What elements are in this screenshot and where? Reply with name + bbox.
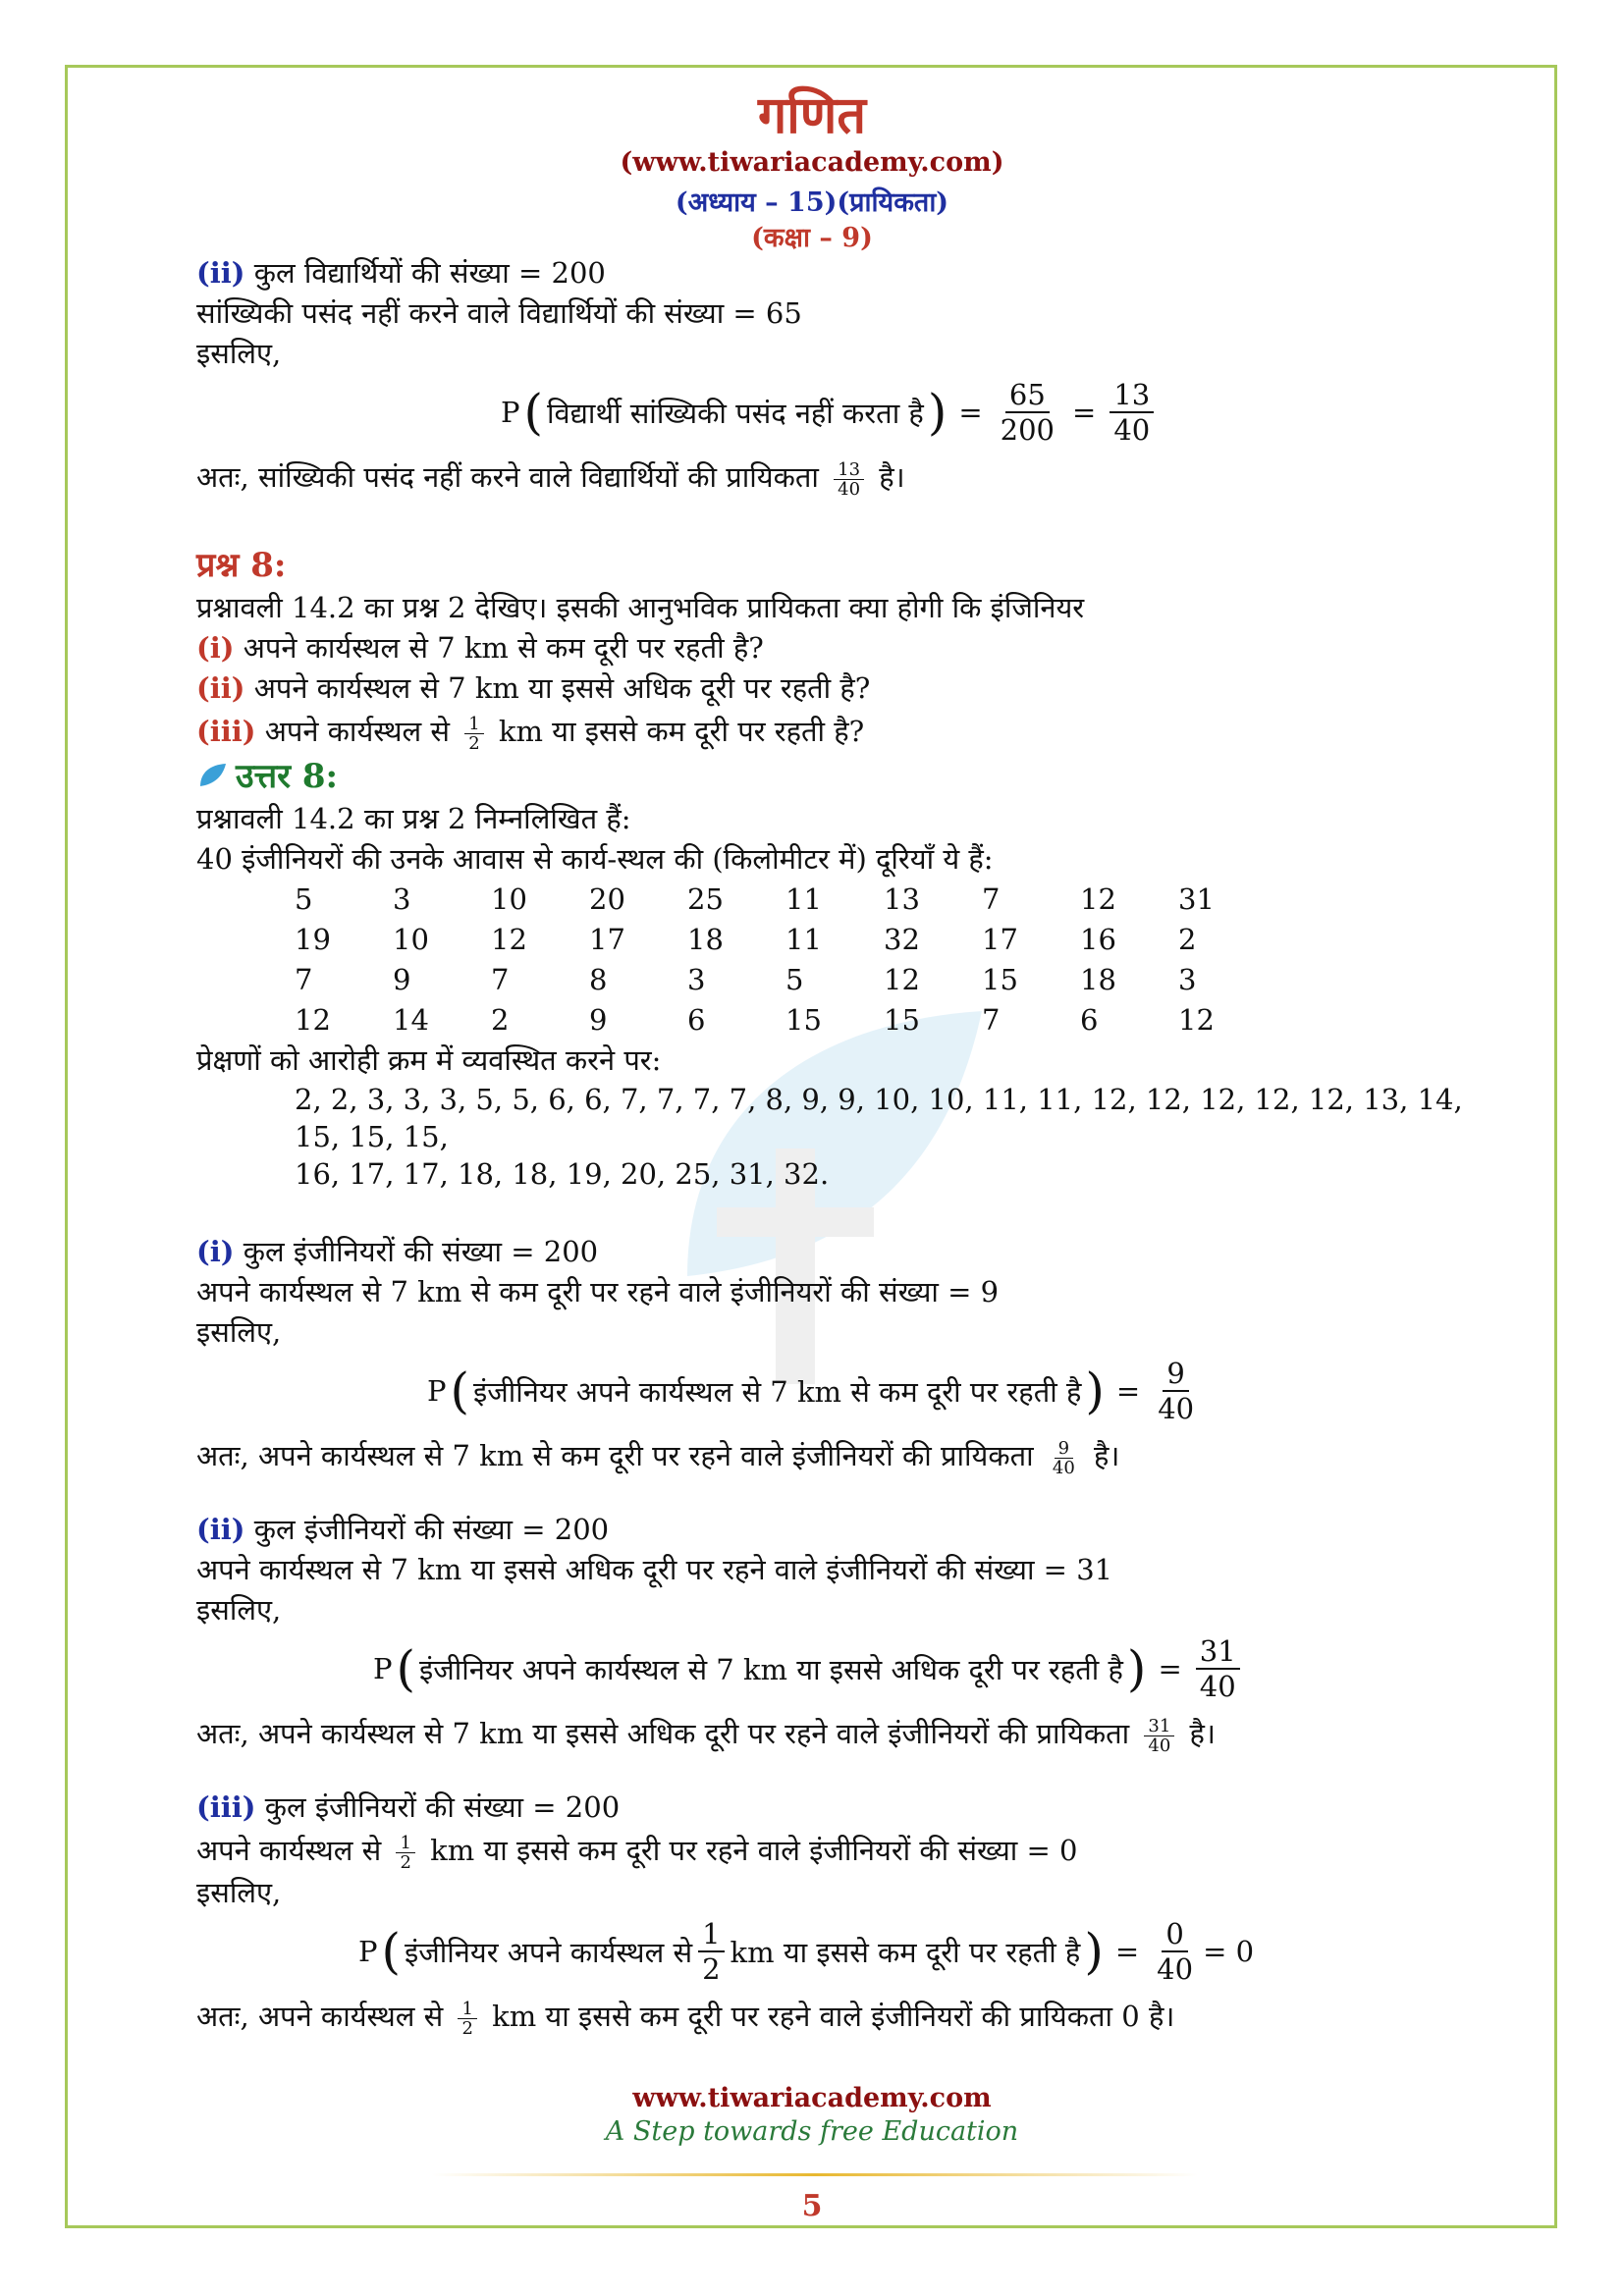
table-cell: 2 <box>1178 923 1197 956</box>
answer-intro1: प्रश्नावली 14.2 का प्रश्न 2 निम्नलिखित हैं: <box>196 802 631 835</box>
question-part-i: (i) अपने कार्यस्थल से 7 km से कम दूरी पर रहती है? <box>196 631 764 665</box>
table-cell: 14 <box>393 1003 429 1037</box>
fraction: $\frac{13}{40}$ <box>834 460 864 499</box>
fraction: $\frac{9}{40}$ <box>1158 1357 1195 1425</box>
part-ii-conclusion: अतः, अपने कार्यस्थल से 7 km या इससे अधिक दूरी पर रहने वाले इंजीनियरों की प्रायिकता $\frac{31}{40}$ है। <box>196 1715 1216 1756</box>
table-cell: 6 <box>687 1003 706 1037</box>
table-cell: 25 <box>687 882 724 916</box>
part-ii-line1: (ii) कुल इंजीनियरों की संख्या = 200 <box>196 1513 610 1546</box>
table-cell: 15 <box>982 963 1018 996</box>
table-cell: 31 <box>1178 882 1215 916</box>
answer-intro2: 40 इंजीनियरों की उनके आवास से कार्य-स्थल की (किलोमीटर में) दूरियाँ ये हैं: <box>196 842 994 876</box>
table-cell: 17 <box>589 923 625 956</box>
header-class: (कक्षा – 9) <box>751 223 873 253</box>
table-cell: 20 <box>589 882 625 916</box>
sorted-line1: 2, 2, 3, 3, 3, 5, 5, 6, 6, 7, 7, 7, 7, 8, 9, 9, 10, 10, 11, 11, 12, 12, 12, 12, 12, 13, 14, 15, 15, 15, <box>295 1083 1463 1153</box>
table-cell: 11 <box>785 882 822 916</box>
part-iii-equation: P ( इंजीनियर अपने कार्यस्थल से $\frac{1}{2}$ km या इससे कम दूरी पर रहती है ) = $\frac{0}{40}$ = 0 <box>358 1917 1255 1986</box>
part-iii-conclusion: अतः, अपने कार्यस्थल से $\frac{1}{2}$ km या इससे कम दूरी पर रहने वाले इंजीनियरों की प्रायिकता 0 है। <box>196 1998 1175 2039</box>
part-iii-line1: (iii) कुल इंजीनियरों की संख्या = 200 <box>196 1790 621 1824</box>
part-ii-equation: P ( इंजीनियर अपने कार्यस्थल से 7 km या इससे अधिक दूरी पर रहती है ) = $\frac{31}{40}$ <box>196 1630 1473 1707</box>
table-row <box>295 920 1276 960</box>
fraction: $\frac{1}{2}$ <box>458 2000 476 2038</box>
prev-ii-line1: (ii) कुल विद्यार्थियों की संख्या = 200 <box>196 256 606 290</box>
part-i-line2: अपने कार्यस्थल से 7 km से कम दूरी पर रहने वाले इंजीनियरों की संख्या = 9 <box>196 1275 1000 1308</box>
fraction: $\frac{65}{200}$ <box>1000 378 1056 447</box>
table-cell: 32 <box>884 923 920 956</box>
part-i-line1: (i) कुल इंजीनियरों की संख्या = 200 <box>196 1235 599 1268</box>
table-cell: 12 <box>491 923 527 956</box>
fraction: $\frac{0}{40}$ <box>1157 1917 1194 1986</box>
table-cell: 9 <box>589 1003 608 1037</box>
table-cell: 17 <box>982 923 1018 956</box>
page-title: गणित <box>758 85 866 145</box>
table-cell: 10 <box>393 923 429 956</box>
footer-tagline: A Step towards free Education <box>605 2116 1019 2147</box>
footer-divider <box>432 2173 1198 2176</box>
fraction: $\frac{1}{2}$ <box>464 715 483 753</box>
table-cell: 7 <box>982 1003 1001 1037</box>
table-cell: 3 <box>1178 963 1197 996</box>
table-cell: 19 <box>295 923 331 956</box>
part-i-equation: P ( इंजीनियर अपने कार्यस्थल से 7 km से कम दूरी पर रहती है ) = $\frac{9}{40}$ <box>196 1353 1473 1429</box>
table-cell: 12 <box>1080 882 1116 916</box>
question-part-iii: (iii) अपने कार्यस्थल से $\frac{1}{2}$ km या इससे कम दूरी पर रहती है? <box>196 713 865 754</box>
table-cell: 7 <box>491 963 510 996</box>
table-cell: 7 <box>295 963 313 996</box>
fraction: $\frac{31}{40}$ <box>1144 1717 1174 1755</box>
part-i-conclusion: अतः, अपने कार्यस्थल से 7 km से कम दूरी पर रहने वाले इंजीनियरों की प्रायिकता $\frac{9}{40}$ है। <box>196 1437 1120 1478</box>
part-ii-line2: अपने कार्यस्थल से 7 km या इससे अधिक दूरी पर रहने वाले इंजीनियरों की संख्या = 31 <box>196 1553 1113 1586</box>
prev-ii-line2: सांख्यिकी पसंद नहीं करने वाले विद्यार्थियों की संख्या = 65 <box>196 296 802 330</box>
question-intro: प्रश्नावली 14.2 का प्रश्न 2 देखिए। इसकी आनुभविक प्रायिकता क्या होगी कि इंजिनियर <box>196 591 1085 624</box>
part-ii-line3: इसलिए, <box>196 1593 282 1627</box>
table-cell: 15 <box>884 1003 920 1037</box>
question-heading: प्रश्न 8: <box>196 546 287 585</box>
table-row <box>295 1000 1276 1041</box>
question-part-ii: (ii) अपने कार्यस्थल से 7 km या इससे अधिक दूरी पर रहती है? <box>196 671 871 705</box>
table-cell: 12 <box>884 963 920 996</box>
table-cell: 10 <box>491 882 527 916</box>
sort-text: प्रेक्षणों को आरोही क्रम में व्यवस्थित करने पर: <box>196 1043 662 1077</box>
table-cell: 11 <box>785 923 822 956</box>
fraction: $\frac{1}{2}$ <box>396 1834 414 1872</box>
prev-ii-line3: इसलिए, <box>196 337 282 370</box>
fraction: $\frac{13}{40}$ <box>1110 378 1154 447</box>
table-cell: 7 <box>982 882 1001 916</box>
table-cell: 6 <box>1080 1003 1099 1037</box>
table-cell: 5 <box>785 963 804 996</box>
footer-site: www.tiwariacademy.com <box>632 2083 992 2113</box>
table-row <box>295 880 1276 920</box>
fraction: $\frac{9}{40}$ <box>1052 1437 1075 1478</box>
table-cell: 9 <box>393 963 411 996</box>
part-iii-line2: अपने कार्यस्थल से $\frac{1}{2}$ km या इससे कम दूरी पर रहने वाले इंजीनियरों की संख्या = 0 <box>196 1832 1078 1873</box>
page-content <box>196 253 1473 2043</box>
fraction: $\frac{1}{2}$ <box>698 1917 724 1986</box>
table-row <box>295 960 1276 1000</box>
table-cell: 13 <box>884 882 920 916</box>
header-site: (www.tiwariacademy.com) <box>620 147 1004 178</box>
answer-heading: उत्तर 8: <box>196 754 1473 799</box>
raw-data-table <box>295 880 1276 1041</box>
leaf-logo-icon <box>196 761 228 792</box>
table-cell: 12 <box>1178 1003 1215 1037</box>
prev-ii-equation: P ( विद्यार्थी सांख्यिकी पसंद नहीं करता है ) = $\frac{65}{200}$ = $\frac{13}{40}$ <box>196 374 1473 451</box>
table-cell: 3 <box>687 963 706 996</box>
table-cell: 16 <box>1080 923 1116 956</box>
table-cell: 8 <box>589 963 608 996</box>
part-iii-line3: इसलिए, <box>196 1876 282 1909</box>
table-cell: 2 <box>491 1003 510 1037</box>
table-cell: 18 <box>687 923 724 956</box>
table-cell: 3 <box>393 882 411 916</box>
part-i-line3: इसलिए, <box>196 1315 282 1349</box>
header-chapter: (अध्याय – 15)(प्रायिकता) <box>675 187 949 218</box>
table-cell: 12 <box>295 1003 331 1037</box>
table-cell: 5 <box>295 882 313 916</box>
prev-ii-conclusion: अतः, सांख्यिकी पसंद नहीं करने वाले विद्यार्थियों की प्रायिकता $\frac{13}{40}$ है। <box>196 458 905 500</box>
table-cell: 18 <box>1080 963 1116 996</box>
fraction: $\frac{31}{40}$ <box>1196 1634 1240 1703</box>
prev-ii-label: (ii) <box>196 256 245 290</box>
page-number: 5 <box>801 2189 823 2223</box>
sorted-line2: 16, 17, 17, 18, 18, 19, 20, 25, 31, 32. <box>295 1157 830 1191</box>
table-cell: 15 <box>785 1003 822 1037</box>
